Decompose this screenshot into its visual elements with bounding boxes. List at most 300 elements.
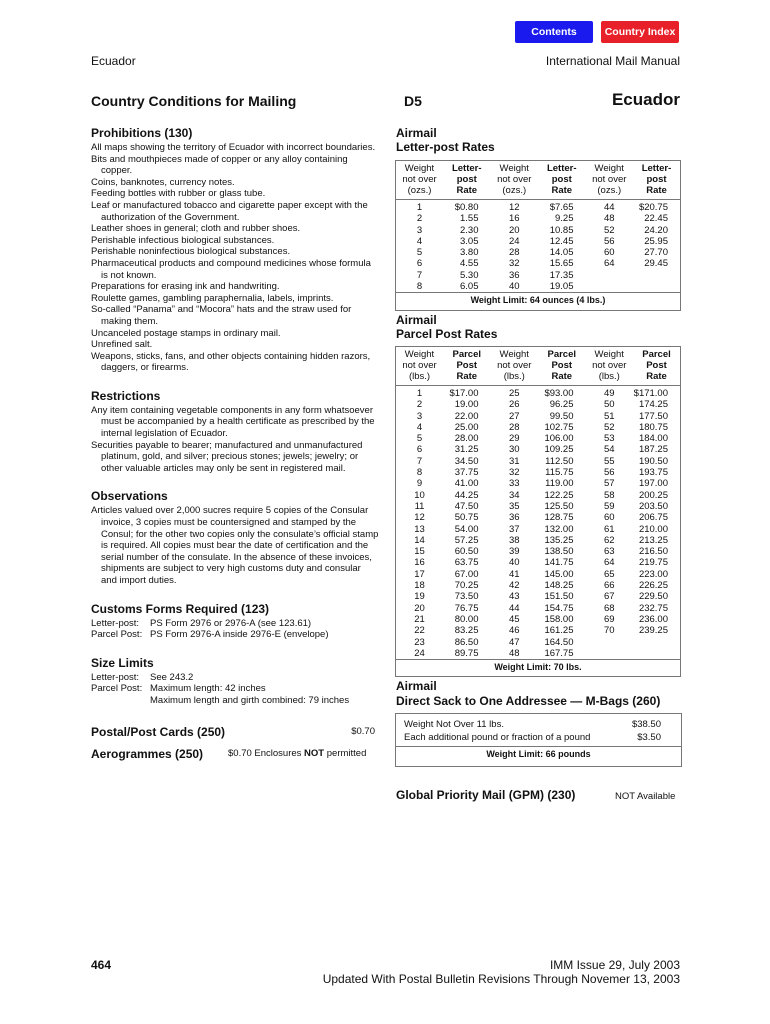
weight-cell: 51 <box>603 410 615 422</box>
weight-cell: 52 <box>603 421 615 433</box>
rate-cell <box>633 270 681 281</box>
mbags-row: Each additional pound or fraction of a pound <box>404 732 591 743</box>
rate-cell: 135.25 <box>544 534 574 546</box>
table-row <box>396 501 681 512</box>
weight-cell: 48 <box>508 647 520 659</box>
weight-cell: 16 <box>508 213 520 225</box>
size-limits-heading: Size Limits <box>91 655 154 670</box>
rate-cell: 9.25 <box>555 213 574 225</box>
rate-cell: 25.00 <box>454 421 479 433</box>
rate-cell: 236.00 <box>633 614 681 625</box>
weight-cell: 24 <box>396 648 444 660</box>
weight-cell: 36 <box>508 269 520 281</box>
weight-cell: 41 <box>508 568 520 580</box>
weight-cell: 7 <box>396 270 444 281</box>
rate-cell: 203.50 <box>633 501 681 512</box>
size-row: Maximum length and girth combined: 79 inches <box>150 694 350 706</box>
weight-cell: 31 <box>508 455 520 467</box>
weight-cell: 57 <box>603 478 615 490</box>
section-code: D5 <box>404 93 422 109</box>
rate-cell: 132.00 <box>544 523 574 535</box>
table-row <box>396 524 681 535</box>
weight-cell: 42 <box>508 580 520 592</box>
weight-cell: 1 <box>396 200 444 214</box>
table-row <box>396 399 681 410</box>
rate-cell: 17.35 <box>549 269 574 281</box>
table-row <box>396 444 681 455</box>
weight-cell <box>586 648 634 660</box>
weight-cell: 53 <box>603 433 615 445</box>
weight-cell: 4 <box>396 236 444 247</box>
postal-cards-heading: Postal/Post Cards (250) <box>91 724 226 739</box>
restrictions-heading: Restrictions <box>91 388 161 403</box>
header-manual: International Mail Manual <box>545 54 680 68</box>
table-row <box>396 422 681 433</box>
weight-cell: 33 <box>508 478 520 490</box>
rate-cell: 50.75 <box>454 512 479 524</box>
list-item: Uncanceled postage stamps in ordinary mail. <box>91 327 281 339</box>
rate-cell: 151.50 <box>544 591 574 603</box>
table-row <box>396 603 681 614</box>
rate-cell: 47.50 <box>454 500 479 512</box>
column-header-weight: Weight not over (ozs.) <box>396 161 444 200</box>
list-item: Pharmaceutical products and compound medicines whose formula is not known. <box>91 257 371 281</box>
rate-cell: 22.45 <box>633 213 681 224</box>
rate-cell: 19.05 <box>549 281 574 293</box>
weight-cell: 17 <box>396 569 444 580</box>
rate-cell: 158.00 <box>544 613 574 625</box>
list-item: Securities payable to bearer; manufactured and unmanufactured platinum, gold, and silver; precious stones; jewels; jewelry; or other valuable articles may only be sent in registered mail. <box>91 439 363 474</box>
rate-cell: 10.85 <box>549 224 574 236</box>
rate-cell: 34.50 <box>454 455 479 467</box>
weight-cell: 64 <box>603 258 615 270</box>
weight-cell: 27 <box>508 410 520 422</box>
column-header-weight: Weight not over (lbs.) <box>491 347 539 386</box>
table-row <box>396 648 681 660</box>
page-number: 464 <box>91 958 112 972</box>
rate-cell: 210.00 <box>633 524 681 535</box>
country-index-button[interactable]: Country Index <box>601 21 679 43</box>
list-item: Articles valued over 2,000 sucres require 5 copies of the Consular invoice, 3 copies must be countersigned and stamped by the Consul; for the other two copies only the consulate’s official stamp is required. All copies must bear the date of certification and the serial number of the consulate. In the absence of these invoices, shipments are subject to very high customs duty and consular and import duties. <box>91 505 379 586</box>
letter-post-table <box>395 160 681 311</box>
weight-cell: 43 <box>508 591 520 603</box>
table-row <box>396 512 681 523</box>
weight-cell <box>586 637 634 648</box>
rate-cell: 14.05 <box>549 247 574 259</box>
weight-cell: 52 <box>603 224 615 236</box>
weight-cell: 3 <box>396 411 444 422</box>
parcel-post-table <box>395 346 681 677</box>
weight-cell: 19 <box>396 591 444 602</box>
weight-cell: 11 <box>396 501 444 512</box>
weight-cell: 3 <box>396 225 444 236</box>
weight-cell: 68 <box>603 602 615 614</box>
weight-cell: 20 <box>508 224 520 236</box>
rate-cell: 200.25 <box>633 490 681 501</box>
customs-row: Letter-post: PS Form 2976 or 2976-A (see 123.61) <box>91 617 312 629</box>
weight-cell: 67 <box>603 591 615 603</box>
rate-cell: 12.45 <box>549 235 574 247</box>
table-row <box>396 580 681 591</box>
weight-cell: 10 <box>396 490 444 501</box>
weight-cell: 56 <box>603 467 615 479</box>
list-item: Perishable infectious biological substances. <box>91 234 275 246</box>
weight-cell: 45 <box>508 613 520 625</box>
weight-cell: 7 <box>396 456 444 467</box>
table-row <box>396 213 681 224</box>
weight-cell: 24 <box>508 235 520 247</box>
weight-cell: 39 <box>508 546 520 558</box>
list-item: Perishable noninfectious biological substances. <box>91 246 291 258</box>
mbags-heading-2: Direct Sack to One Addressee — M-Bags (260) <box>396 694 661 708</box>
observations-list <box>91 505 379 586</box>
update-line: Updated With Postal Bulletin Revisions Through Novemer 13, 2003 <box>322 972 680 986</box>
weight-cell: 46 <box>508 625 520 637</box>
rate-cell: 125.50 <box>544 500 574 512</box>
rate-cell: 141.75 <box>544 557 574 569</box>
list-item: Roulette games, gambling paraphernalia, labels, imprints. <box>91 292 334 304</box>
mbags-row-value: $38.50 <box>631 719 661 730</box>
rate-cell: 31.25 <box>454 444 479 456</box>
weight-cell: 16 <box>396 557 444 568</box>
contents-button[interactable]: Contents <box>515 21 593 43</box>
table-row <box>396 270 681 281</box>
column-header-rate: Letter- post Rate <box>538 161 586 200</box>
weight-cell: 2 <box>396 399 444 410</box>
rate-cell: 80.00 <box>454 613 479 625</box>
weight-cell: 30 <box>508 444 520 456</box>
country-title: Ecuador <box>611 90 680 109</box>
weight-cell <box>586 270 634 281</box>
table-row <box>396 625 681 636</box>
weight-cell: 14 <box>396 535 444 546</box>
aerogrammes-value: $0.70 Enclosures NOT permitted <box>228 747 367 759</box>
rate-cell: 232.75 <box>633 603 681 614</box>
table-row <box>396 478 681 489</box>
rate-cell: 109.25 <box>544 444 574 456</box>
rate-cell: 60.50 <box>454 546 479 558</box>
page-title: Country Conditions for Mailing <box>91 93 297 109</box>
rate-cell: 2.30 <box>460 224 479 236</box>
weight-cell: 40 <box>508 557 520 569</box>
rate-cell: 96.25 <box>549 399 574 411</box>
rate-cell: 193.75 <box>633 467 681 478</box>
weight-cell: 32 <box>508 258 520 270</box>
rate-cell: 25.95 <box>633 236 681 247</box>
aerogrammes-heading: Aerogrammes (250) <box>91 746 204 761</box>
weight-cell: 25 <box>508 388 520 399</box>
table-row <box>396 225 681 236</box>
weight-cell: 56 <box>603 235 615 247</box>
rate-cell: 122.25 <box>544 489 574 501</box>
column-header-rate: Letter- post Rate <box>443 161 491 200</box>
column-header-rate: Parcel Post Rate <box>443 347 491 386</box>
size-limit-rows <box>91 672 379 707</box>
rate-cell: 3.05 <box>460 235 479 247</box>
rate-cell: 106.00 <box>544 433 574 445</box>
rate-cell: 154.75 <box>544 602 574 614</box>
rate-cell: 145.00 <box>544 568 574 580</box>
weight-limit: Weight Limit: 70 lbs. <box>396 660 681 677</box>
table-row <box>396 614 681 625</box>
rate-cell: 128.75 <box>544 512 574 524</box>
postal-cards-row <box>91 723 379 739</box>
rate-cell: 15.65 <box>549 258 574 270</box>
rate-cell: 177.50 <box>633 411 681 422</box>
table-row <box>396 200 681 214</box>
weight-cell: 9 <box>396 478 444 489</box>
weight-cell: 6 <box>396 258 444 269</box>
header-country: Ecuador <box>91 54 136 68</box>
weight-cell: 35 <box>508 500 520 512</box>
rate-cell: 1.55 <box>460 213 479 225</box>
rate-cell: 67.00 <box>454 568 479 580</box>
weight-cell: 2 <box>396 213 444 224</box>
weight-limit: Weight Limit: 64 ounces (4 lbs.) <box>396 293 681 310</box>
table-row <box>396 546 681 557</box>
mbags-row: Weight Not Over 11 lbs. <box>404 719 504 730</box>
list-item: Weapons, sticks, fans, and other objects containing hidden razors, daggers, or firearms. <box>91 350 371 374</box>
rate-cell: 5.30 <box>460 269 479 281</box>
rate-cell: 22.00 <box>454 410 479 422</box>
rate-cell: 138.50 <box>544 546 574 558</box>
list-item: Feeding bottles with rubber or glass tube. <box>91 188 266 200</box>
gpm-value: NOT Available <box>615 791 676 802</box>
table-row <box>396 258 681 269</box>
weight-cell: 50 <box>603 399 615 411</box>
rate-cell: 76.75 <box>454 602 479 614</box>
rate-cell: 19.00 <box>454 399 479 411</box>
weight-cell: 5 <box>396 433 444 444</box>
table-row <box>396 411 681 422</box>
rate-cell: 187.25 <box>633 444 681 455</box>
weight-cell: 65 <box>603 568 615 580</box>
rate-cell: 70.25 <box>454 580 479 592</box>
rate-cell: 180.75 <box>633 422 681 433</box>
weight-cell: 20 <box>396 603 444 614</box>
weight-cell <box>586 281 634 293</box>
weight-cell: 4 <box>396 422 444 433</box>
rate-cell: 27.70 <box>633 247 681 258</box>
weight-cell: 28 <box>508 247 520 259</box>
mbags-box <box>395 713 682 767</box>
table-row <box>396 557 681 568</box>
rate-cell: 28.00 <box>454 433 479 445</box>
list-item: Leather shoes in general; cloth and rubber shoes. <box>91 223 301 235</box>
rate-cell: 161.25 <box>544 625 574 637</box>
rate-cell <box>633 281 681 293</box>
table-row <box>396 456 681 467</box>
rate-cell: 190.50 <box>633 456 681 467</box>
observations-heading: Observations <box>91 489 168 504</box>
issue-line: IMM Issue 29, July 2003 <box>549 958 680 972</box>
weight-cell: 61 <box>603 523 615 535</box>
rate-cell: 219.75 <box>633 557 681 568</box>
column-header-weight: Weight not over (lbs.) <box>586 347 634 386</box>
rate-cell: 223.00 <box>633 569 681 580</box>
left-column <box>91 126 379 761</box>
list-item: Preparations for erasing ink and handwriting. <box>91 281 280 293</box>
table-row <box>396 467 681 478</box>
column-header-rate: Parcel Post Rate <box>538 347 586 386</box>
table-row <box>396 569 681 580</box>
weight-cell: 48 <box>603 213 615 225</box>
weight-cell: 12 <box>396 512 444 523</box>
weight-cell: 66 <box>603 580 615 592</box>
table-row <box>396 637 681 648</box>
aerogrammes-row <box>91 745 379 761</box>
column-header-weight: Weight not over (ozs.) <box>491 161 539 200</box>
rate-cell: 119.00 <box>545 478 574 490</box>
weight-cell: 38 <box>508 534 520 546</box>
weight-cell: 26 <box>508 399 520 411</box>
gpm-heading: Global Priority Mail (GPM) (230) <box>396 788 576 802</box>
table-row <box>396 281 681 293</box>
rate-cell: 89.75 <box>454 647 479 659</box>
size-row: Parcel Post: Maximum length: 42 inches <box>91 683 266 695</box>
rate-cell: 57.25 <box>454 534 479 546</box>
weight-cell: 40 <box>508 281 520 293</box>
rate-cell: 4.55 <box>460 258 479 270</box>
rate-cell: 99.50 <box>549 410 574 422</box>
letter-post-heading-1: Airmail <box>396 126 437 140</box>
table-row <box>396 247 681 258</box>
table-row <box>396 386 681 400</box>
rate-cell: 197.00 <box>633 478 681 489</box>
rate-cell: 37.75 <box>454 467 479 479</box>
weight-cell: 37 <box>508 523 520 535</box>
weight-cell: 21 <box>396 614 444 625</box>
weight-cell: 6 <box>396 444 444 455</box>
weight-cell: 32 <box>508 467 520 479</box>
weight-cell: 29 <box>508 433 520 445</box>
table-row <box>396 433 681 444</box>
parcel-post-heading-2: Parcel Post Rates <box>396 327 498 341</box>
rate-cell: 216.50 <box>633 546 681 557</box>
rate-cell: 63.75 <box>454 557 479 569</box>
weight-cell: 64 <box>603 557 615 569</box>
rate-cell: 24.20 <box>633 225 681 236</box>
rate-cell: 184.00 <box>633 433 681 444</box>
rate-cell: $20.75 <box>633 200 681 214</box>
restrictions-list <box>91 405 379 475</box>
weight-cell: 55 <box>603 455 615 467</box>
column-header-weight: Weight not over (ozs.) <box>586 161 634 200</box>
weight-cell: 60 <box>603 247 615 259</box>
list-item: Unrefined salt. <box>91 339 153 351</box>
postal-cards-value: $0.70 <box>351 725 375 737</box>
weight-cell: 59 <box>603 500 615 512</box>
column-header-rate: Parcel Post Rate <box>633 347 681 386</box>
list-item: So-called “Panama” and “Mocora” hats and the straw used for making them. <box>91 304 352 327</box>
weight-cell: 5 <box>396 247 444 258</box>
weight-cell: 54 <box>603 444 615 456</box>
list-item: Coins, banknotes, currency notes. <box>91 176 235 188</box>
rate-cell: 226.25 <box>633 580 681 591</box>
rate-cell: 164.50 <box>544 636 574 648</box>
rate-cell: 174.25 <box>633 399 681 410</box>
weight-cell: 63 <box>603 546 615 558</box>
list-item: Bits and mouthpieces made of copper or any alloy containing copper. <box>91 153 348 177</box>
prohibitions-heading: Prohibitions (130) <box>91 126 193 140</box>
weight-cell: 22 <box>396 625 444 636</box>
rate-cell: 148.25 <box>544 580 574 592</box>
rate-cell: 6.05 <box>460 281 479 293</box>
rate-cell: $171.00 <box>633 386 681 400</box>
rate-cell: 239.25 <box>633 625 681 636</box>
weight-cell: 15 <box>396 546 444 557</box>
rate-cell: 54.00 <box>454 523 479 535</box>
table-row <box>396 490 681 501</box>
list-item: Leaf or manufactured tobacco and cigarette paper except with the authorization of the Government. <box>91 199 368 223</box>
customs-heading: Customs Forms Required (123) <box>91 601 270 616</box>
rate-cell: 112.50 <box>545 455 574 467</box>
rate-cell: 229.50 <box>633 591 681 602</box>
customs-rows <box>91 618 379 641</box>
rate-cell: 29.45 <box>633 258 681 269</box>
rate-cell: 206.75 <box>633 512 681 523</box>
rate-cell: 86.50 <box>454 636 479 648</box>
weight-cell: 34 <box>508 489 520 501</box>
prohibitions-list <box>91 142 379 374</box>
table-row <box>396 591 681 602</box>
weight-cell: 1 <box>396 386 444 400</box>
list-item: All maps showing the territory of Ecuador with incorrect boundaries. <box>91 142 376 153</box>
rate-cell: $7.65 <box>549 202 574 213</box>
rate-cell: $93.00 <box>544 388 574 399</box>
weight-cell: 60 <box>603 512 615 524</box>
rate-cell: $17.00 <box>449 388 479 399</box>
list-item: Any item containing vegetable components in any form whatsoever must be accompanied by a health certificate as prescribed by the internal legislation of Ecuador. <box>91 404 375 440</box>
rate-cell: 83.25 <box>454 625 479 637</box>
column-header-rate: Letter- post Rate <box>633 161 681 200</box>
mbags-footer: Weight Limit: 66 pounds <box>486 749 591 759</box>
rate-cell: 3.80 <box>460 247 479 259</box>
parcel-post-heading-1: Airmail <box>396 313 437 327</box>
weight-cell: 13 <box>396 524 444 535</box>
weight-cell: 62 <box>603 534 615 546</box>
table-row <box>396 535 681 546</box>
rate-cell: 102.75 <box>544 421 574 433</box>
weight-cell: 44 <box>603 202 615 213</box>
rate-cell: 213.25 <box>633 535 681 546</box>
weight-cell: 58 <box>603 489 615 501</box>
weight-cell: 8 <box>396 281 444 293</box>
customs-row: Parcel Post: PS Form 2976-A inside 2976-E (envelope) <box>91 629 329 641</box>
weight-cell: 49 <box>603 388 615 399</box>
weight-cell: 28 <box>508 421 520 433</box>
weight-cell: 23 <box>396 637 444 648</box>
rate-cell: 41.00 <box>454 478 479 490</box>
weight-cell: 36 <box>508 512 520 524</box>
weight-cell: 8 <box>396 467 444 478</box>
weight-cell: 12 <box>508 202 520 213</box>
rate-cell: 44.25 <box>454 489 479 501</box>
weight-cell: 47 <box>508 636 520 648</box>
weight-cell: 44 <box>508 602 520 614</box>
table-row <box>396 236 681 247</box>
column-header-weight: Weight not over (lbs.) <box>396 347 444 386</box>
letter-post-heading-2: Letter-post Rates <box>396 140 495 154</box>
weight-cell: 69 <box>603 613 615 625</box>
rate-cell: 73.50 <box>454 591 479 603</box>
rate-cell <box>633 648 681 660</box>
weight-cell: 70 <box>603 625 615 637</box>
mbags-row-value: $3.50 <box>637 732 661 743</box>
mbags-heading-1: Airmail <box>396 679 437 693</box>
rate-cell: 167.75 <box>544 647 574 659</box>
weight-cell: 18 <box>396 580 444 591</box>
